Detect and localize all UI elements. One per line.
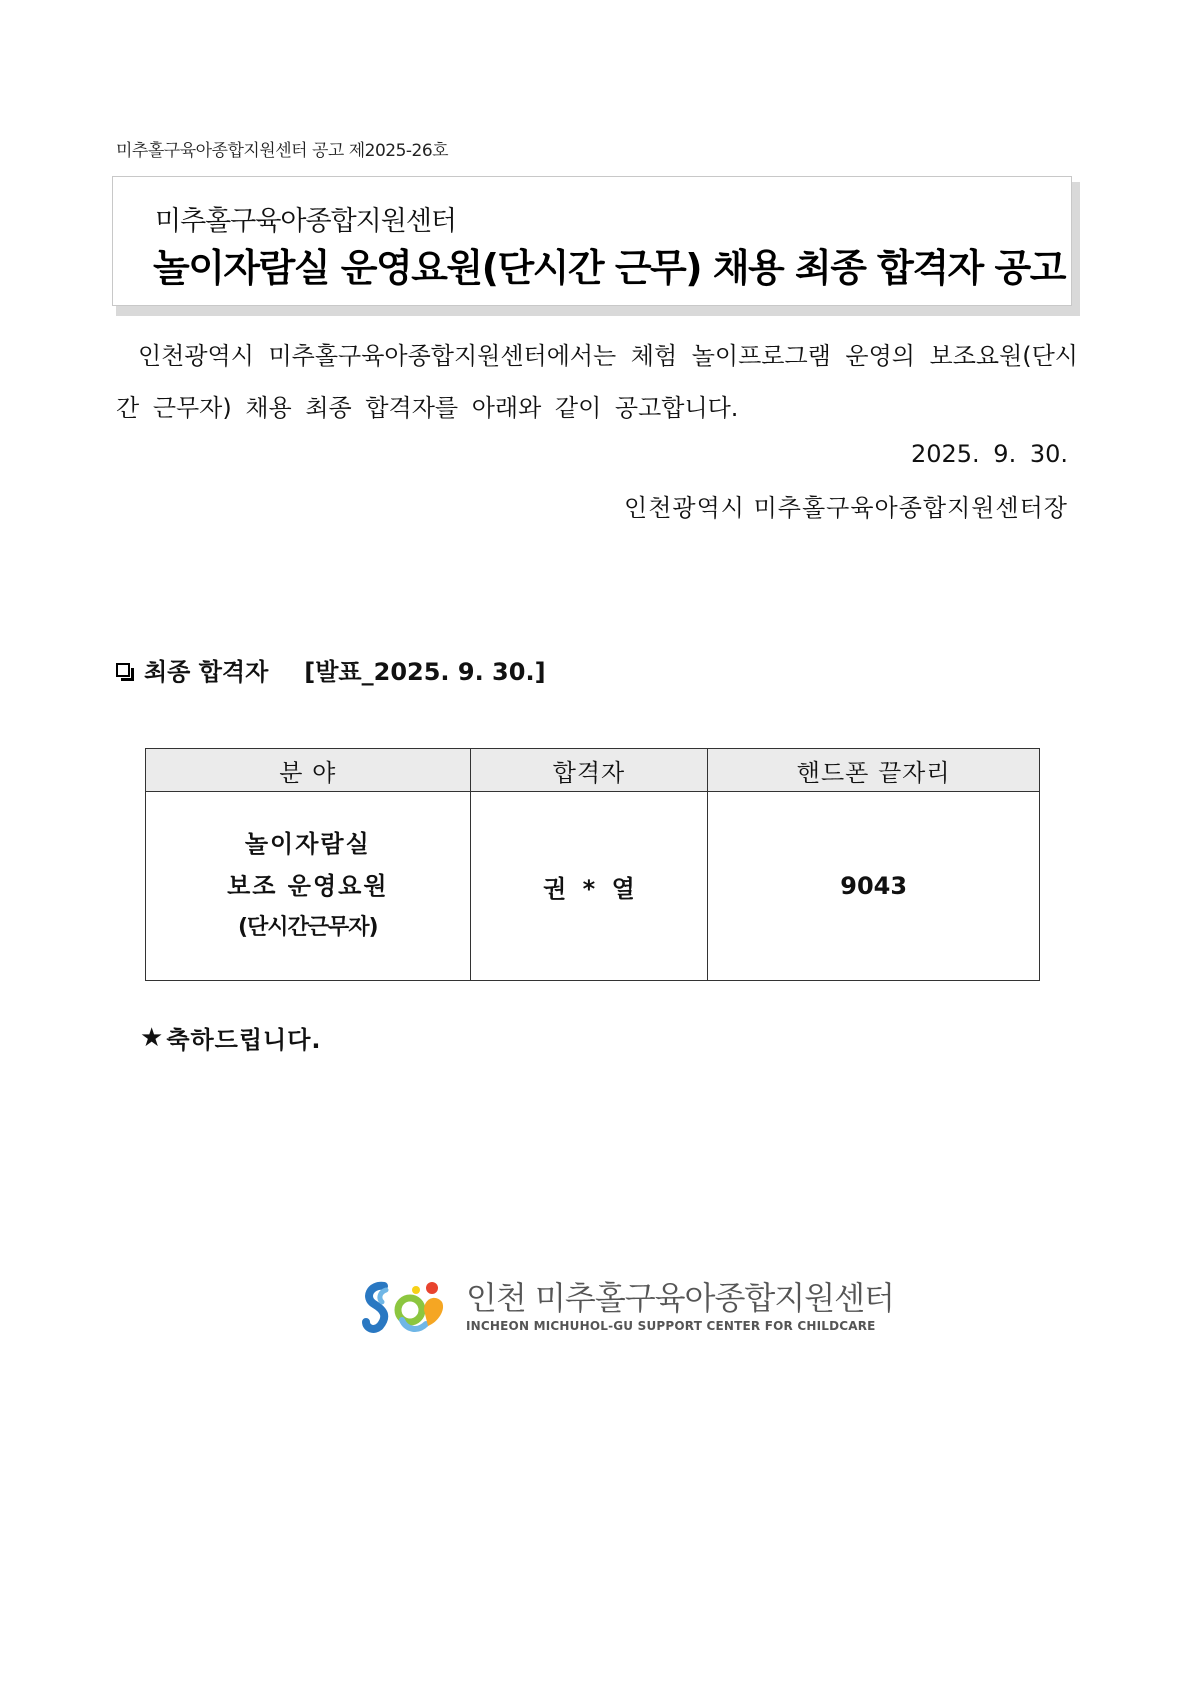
logo-name-ko: 인천 미추홀구육아종합지원센터 (466, 1279, 894, 1317)
congratulations-text: 축하드립니다. (166, 1026, 322, 1054)
table-row (146, 792, 1040, 981)
notice-date: 2025. 9. 30. (910, 440, 1068, 468)
checkbox-bullet-icon (116, 663, 130, 677)
section-heading (116, 652, 546, 687)
cell-phone: 9043 (708, 792, 1040, 981)
congratulations (140, 1020, 322, 1055)
header-phone: 핸드폰 끝자리 (708, 749, 1040, 792)
result-table (145, 748, 1040, 981)
notice-number: 미추홀구육아종합지원센터 공고 제2025-26호 (116, 141, 449, 161)
center-logo-icon (362, 1276, 448, 1338)
header-field: 분 야 (146, 749, 471, 792)
field-line-3: (단시간근무자) (237, 915, 378, 940)
page-title: 놀이자람실 운영요원(단시간 근무) 채용 최종 합격자 공고 (153, 246, 1065, 290)
cell-field (146, 792, 471, 981)
field-line-2: 보조 운영요원 (227, 872, 389, 900)
table-header-row (146, 749, 1040, 792)
title-organization: 미추홀구육아종합지원센터 (155, 206, 456, 237)
body-paragraph (116, 330, 1078, 434)
header-name: 합격자 (470, 749, 708, 792)
section-announcement: [발표_2025. 9. 30.] (304, 658, 546, 686)
body-paragraph-text: 인천광역시 미추홀구육아종합지원센터에서는 체험 놀이프로그램 운영의 보조요원(단시간 근무자) 채용 최종 합격자를 아래와 같이 공고합니다. (116, 342, 1078, 422)
signer: 인천광역시 미추홀구육아종합지원센터장 (624, 494, 1068, 522)
logo-name-en: INCHEON MICHUHOL-GU SUPPORT CENTER FOR CHILDCARE (466, 1319, 876, 1333)
field-line-1: 놀이자람실 (244, 830, 371, 858)
cell-name: 권 * 열 (470, 792, 708, 981)
star-icon: ★ (140, 1022, 165, 1053)
center-logo (362, 1276, 894, 1338)
title-box (112, 176, 1072, 306)
section-heading-text: 최종 합격자 (144, 658, 269, 686)
